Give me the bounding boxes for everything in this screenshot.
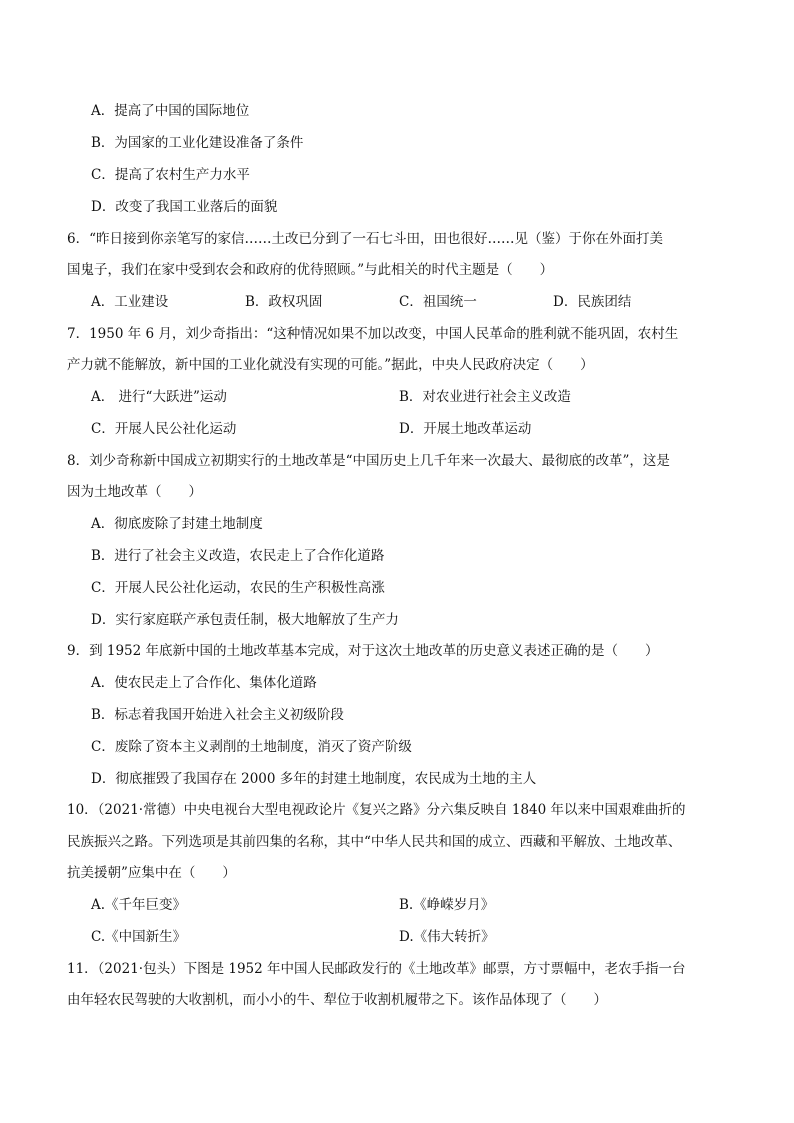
q10-stem-line-2: 民族振兴之路。下列选项是其前四集的名称，其中“中华人民共和国的成立、西藏和平解放、土地改革、 — [67, 834, 682, 850]
q5-option-b: B．为国家的工业化建设准备了条件 — [91, 135, 304, 151]
q10-option-a: A.《千年巨变》 — [91, 897, 187, 913]
q8-option-c: C．开展人民公社化运动，农民的生产积极性高涨 — [91, 580, 385, 596]
q7-stem-line-2: 产力就不能解放，新中国的工业化就没有实现的可能。”据此，中央人民政府决定（ ） — [67, 357, 594, 373]
q7-stem-line-1: 7．1950 年 6 月，刘少奇指出：“这种情况如果不加以改变，中国人民革命的胜利就不能巩固，农村生 — [67, 326, 679, 342]
q5-option-c: C．提高了农村生产力水平 — [91, 167, 250, 183]
q5-option-a: A．提高了中国的国际地位 — [91, 103, 250, 119]
q9-option-b: B．标志着我国开始进入社会主义初级阶段 — [91, 707, 344, 723]
q10-option-c: C.《中国新生》 — [91, 929, 187, 945]
q7-option-d: D．开展土地改革运动 — [399, 421, 532, 437]
q6-stem-line-1: 6．“昨日接到你亲笔写的家信……土改已分到了一石七斗田，田也很好……见（鉴）于你在外面打美 — [67, 231, 663, 247]
q5-option-d: D．改变了我国工业落后的面貌 — [91, 199, 278, 215]
q6-option-b: B．政权巩固 — [245, 294, 323, 310]
q6-option-d: D．民族团结 — [553, 294, 632, 310]
q11-stem-line-2: 由年轻农民驾驶的大收割机，而小小的牛、犁位于收割机履带之下。该作品体现了（ ） — [67, 992, 607, 1008]
q7-option-a: A． 进行“大跃进”运动 — [91, 389, 227, 405]
q8-stem-line-1: 8．刘少奇称新中国成立初期实行的土地改革是“中国历史上几千年来一次最大、最彻底的改革”，这是 — [67, 453, 670, 469]
q9-option-d: D．彻底摧毁了我国存在 2000 多年的封建土地制度，农民成为土地的主人 — [91, 771, 537, 787]
q8-option-a: A．彻底废除了封建土地制度 — [91, 516, 263, 532]
q11-stem-line-1: 11．（2021·包头）下图是 1952 年中国人民邮政发行的《土地改革》邮票，方寸票幅中，老农手指一台 — [67, 961, 686, 977]
q8-option-d: D．实行家庭联产承包责任制，极大地解放了生产力 — [91, 612, 399, 628]
q8-stem-line-2: 因为土地改革（ ） — [67, 484, 202, 500]
q10-option-d: D.《伟大转折》 — [399, 929, 495, 945]
q10-stem-line-1: 10．（2021·常德）中央电视台大型电视政论片《复兴之路》分六集反映自 1840 年以来中国艰难曲折的 — [67, 802, 686, 818]
q7-option-b: B．对农业进行社会主义改造 — [399, 389, 571, 405]
q9-stem-line-1: 9．到 1952 年底新中国的土地改革基本完成，对于这次土地改革的历史意义表述正确的是（ ） — [67, 643, 659, 659]
q8-option-b: B．进行了社会主义改造，农民走上了合作化道路 — [91, 548, 385, 564]
q10-option-b: B.《峥嵘岁月》 — [399, 897, 495, 913]
q6-stem-line-2: 国鬼子，我们在家中受到农会和政府的优待照顾。”与此相关的时代主题是（ ） — [67, 262, 554, 278]
q9-option-a: A．使农民走上了合作化、集体化道路 — [91, 675, 317, 691]
q6-option-a: A．工业建设 — [91, 294, 169, 310]
q9-option-c: C．废除了资本主义剥削的土地制度，消灭了资产阶级 — [91, 739, 412, 755]
q7-option-c: C．开展人民公社化运动 — [91, 421, 237, 437]
q6-option-c: C．祖国统一 — [399, 294, 477, 310]
q10-stem-line-3: 抗美援朝”应集中在（ ） — [67, 865, 236, 881]
